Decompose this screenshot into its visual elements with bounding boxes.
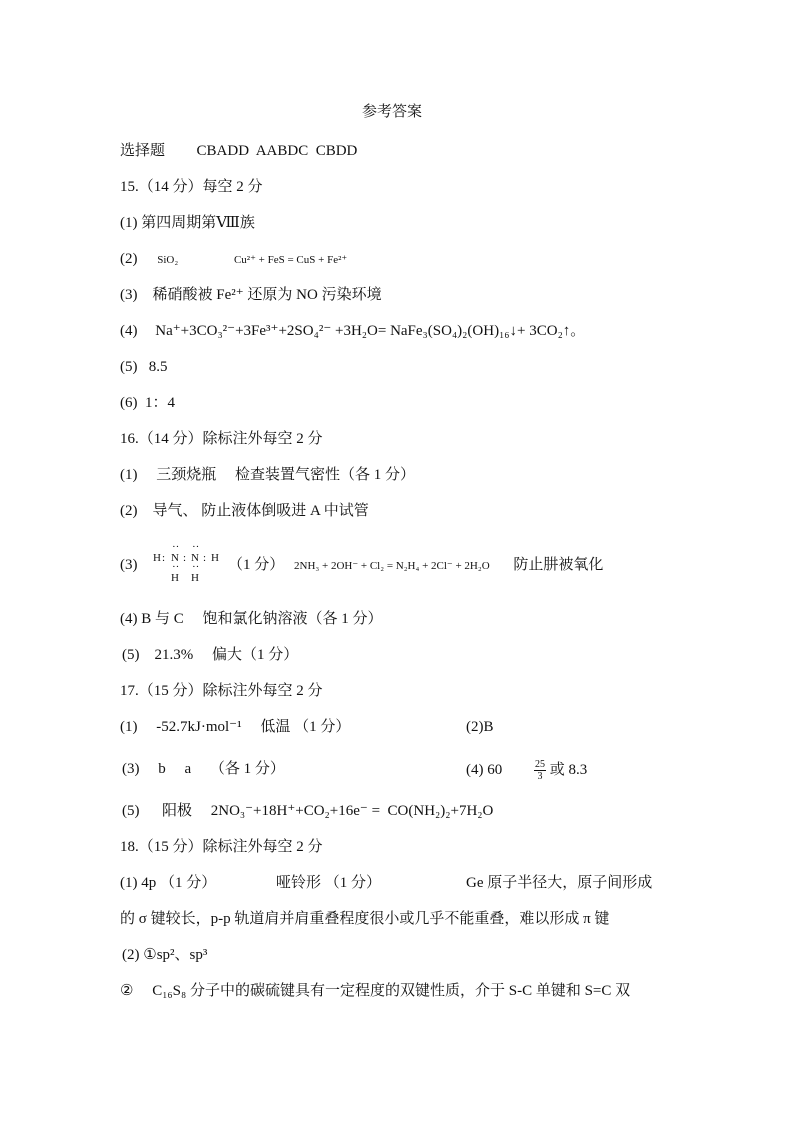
q17-header: 17.（15 分）除标注外每空 2 分	[120, 683, 323, 699]
q15-answer-1: (1) 第四周期第Ⅷ族	[120, 215, 255, 231]
svg-text::: :	[183, 552, 187, 564]
choice-label: 选择题	[120, 143, 166, 159]
q15-a4-number: (4)	[120, 323, 138, 339]
q18-a1-part2: 哑铃形 （1 分）	[276, 875, 382, 891]
q15-answer-3: (3) 稀硝酸被 Fe²⁺ 还原为 NO 污染环境	[120, 287, 382, 303]
q16-a3-number: (3)	[120, 557, 138, 573]
q17-answer-4	[466, 759, 587, 782]
svg-text::: :	[203, 552, 207, 564]
q15-answer-6: (6) 1：4	[120, 395, 175, 411]
q15-a2-sio2: SiO₂	[157, 254, 179, 266]
fraction-denominator: 3	[537, 771, 543, 782]
lewis-h-right: H	[211, 552, 219, 564]
svg-text:··: ··	[192, 541, 200, 553]
q18-answer-2b: ② C₁₆S₈ 分子中的碳硫键具有一定程度的双键性质，介于 S-C 单键和 S=C 双	[120, 983, 631, 999]
q15-answer-4	[120, 321, 585, 341]
q17-answer-2: (2)B	[466, 719, 494, 735]
q18-a1-part3: Ge 原子半径大，原子间形成	[466, 875, 653, 891]
lewis-n-left: N	[171, 552, 179, 564]
q16-answer-4: (4) B 与 C 饱和氯化钠溶液（各 1 分）	[120, 611, 383, 627]
q18-answer-2: (2) ①sp²、sp³	[122, 947, 208, 963]
q18-a1-part1: (1) 4p （1 分）	[120, 875, 217, 891]
fraction-numerator: 25	[535, 759, 545, 770]
q17-a4-number: (4) 60	[466, 761, 503, 778]
choice-answers	[120, 141, 357, 161]
choice-answer-string: CBADD AABDC CBDD	[196, 143, 358, 159]
q16-answer-3	[228, 555, 603, 576]
q17-a4-rest: 或 8.3	[549, 761, 588, 778]
svg-text:··: ··	[192, 561, 200, 573]
q15-answer-2	[120, 249, 347, 270]
hydrazine-lewis-structure	[150, 540, 230, 586]
q15-a2-equation: Cu²⁺ + FeS = CuS + Fe²⁺	[233, 254, 348, 266]
q16-answer-2: (2) 导气、 防止液体倒吸进 A 中试管	[120, 503, 369, 519]
q17-a4-fraction	[534, 759, 546, 782]
lewis-h-bottom-left: H	[171, 572, 179, 584]
svg-text:··: ··	[172, 541, 180, 553]
page-title: 参考答案	[362, 104, 423, 120]
q17-answer-5: (5) 阳极 2NO₃⁻+18H⁺+CO₂+16e⁻ = CO(NH₂)₂+7H₂O	[122, 803, 494, 819]
q16-a3-note: 防止肼被氧化	[513, 557, 604, 573]
q16-answer-1: (1) 三颈烧瓶 检查装置气密性（各 1 分）	[120, 467, 415, 483]
q18-header: 18.（15 分）除标注外每空 2 分	[120, 839, 323, 855]
q17-answer-3: (3) b a （各 1 分）	[122, 761, 285, 777]
q17-answer-1: (1) -52.7kJ·mol⁻¹ 低温 （1 分）	[120, 719, 351, 735]
q15-answer-5: (5) 8.5	[120, 359, 168, 375]
lewis-h-left: H	[153, 552, 161, 564]
q16-a3-equation: 2NH₃ + 2OH⁻ + Cl₂ = N₂H₄ + 2Cl⁻ + 2H₂O	[294, 560, 490, 572]
q16-header: 16.（14 分）除标注外每空 2 分	[120, 431, 323, 447]
q15-a4-equation: Na⁺+3CO₃²⁻+3Fe³⁺+2SO₄²⁻ +3H₂O= NaFe₃(SO₄)₂(OH)₁₆↓+ 3CO₂↑。	[155, 323, 586, 339]
svg-text:··: ··	[172, 561, 180, 573]
lewis-n-right: N	[191, 552, 199, 564]
q15-a2-number: (2)	[120, 251, 138, 267]
lewis-h-bottom-right: H	[191, 572, 199, 584]
q16-answer-5: (5) 21.3% 偏大（1 分）	[122, 647, 299, 663]
q15-header: 15.（14 分）每空 2 分	[120, 179, 263, 195]
q18-a1-line2: 的 σ 键较长，p-p 轨道肩并肩重叠程度很小或几乎不能重叠，难以形成 π 键	[120, 911, 610, 927]
q16-a3-score: （1 分）	[228, 557, 285, 573]
svg-text::: :	[162, 552, 166, 564]
